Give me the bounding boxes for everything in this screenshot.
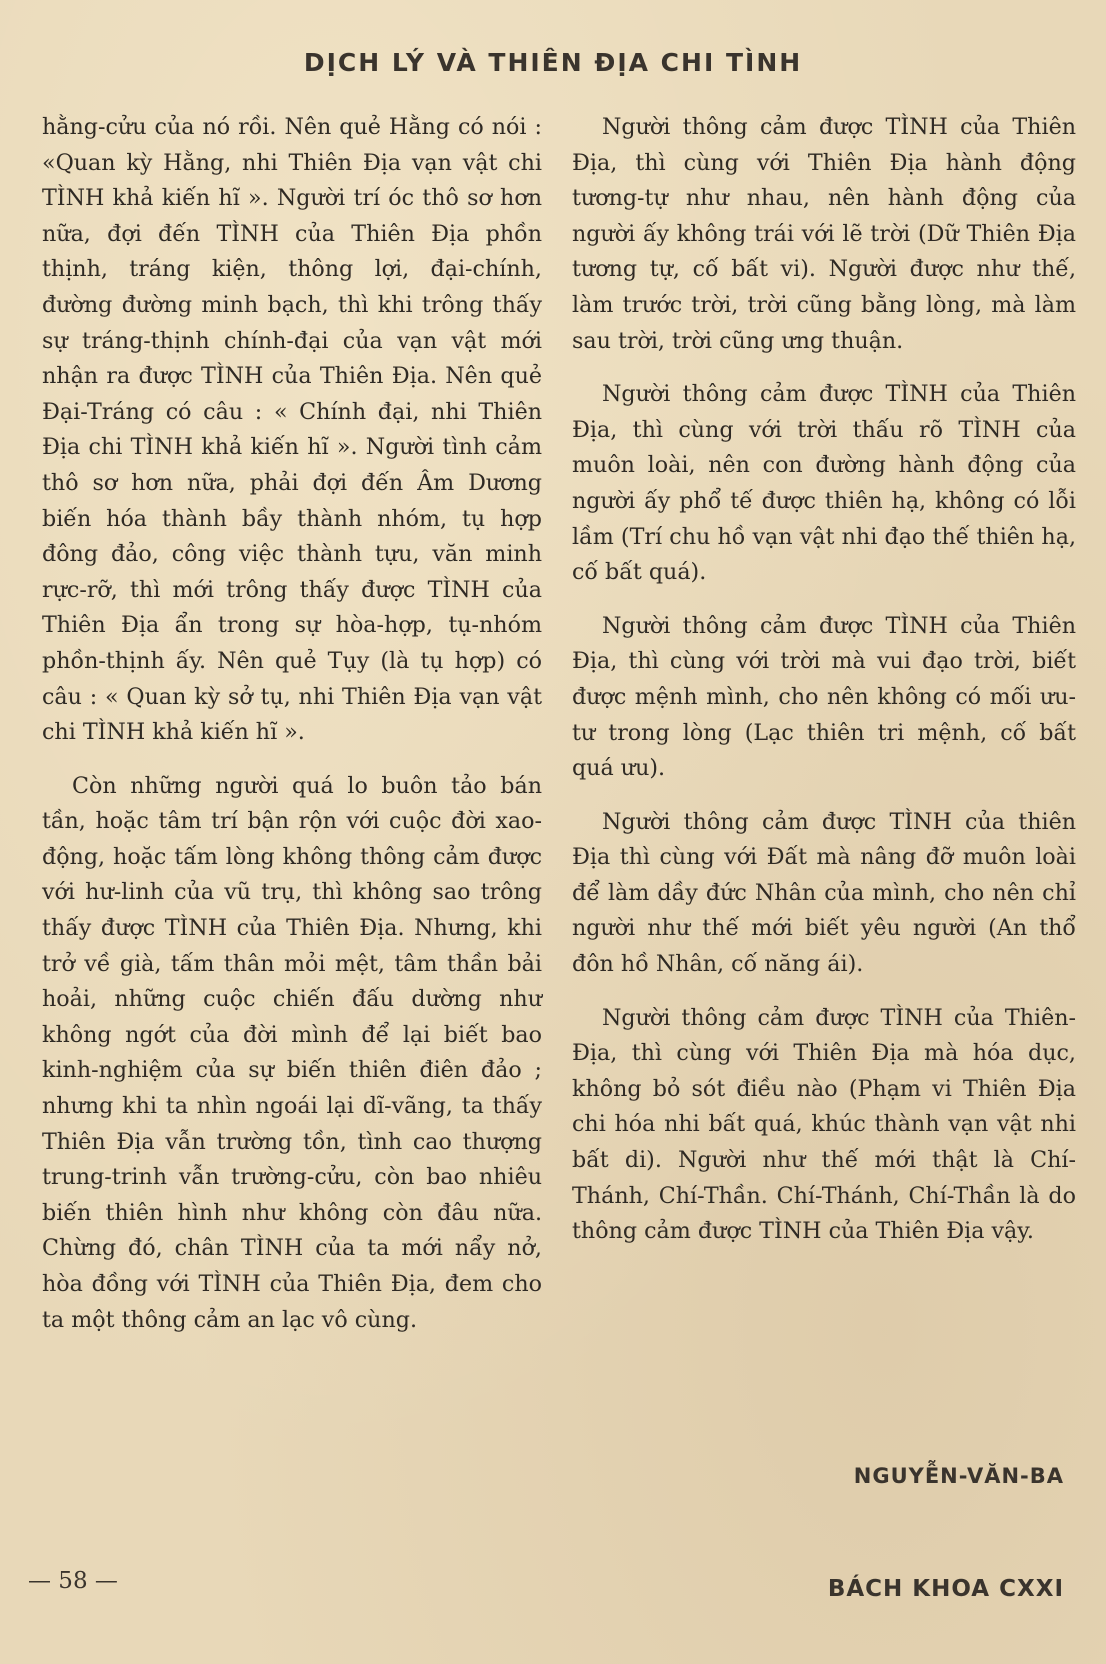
publication-name: BÁCH KHOA CXXI <box>827 1576 1064 1602</box>
paragraph: hằng-cửu của nó rồi. Nên quẻ Hằng có nói : «Quan kỳ Hằng, nhi Thiên Địa vạn vật chi TÌNH khả kiến hĩ ». Người trí óc thô sơ hơn nữa, đợi đến TÌNH của Thiên Địa phồn thịnh, tráng kiện, thông lợi, đại-chính, đường đường minh bạch, thì khi trông thấy sự tráng-thịnh chính-đại của vạn vật mới nhận ra được TÌNH của Thiên Địa. Nên quẻ Đại-Tráng có câu : « Chính đại, nhi Thiên Địa chi TÌNH khả kiến hĩ ». Người tình cảm thô sơ hơn nữa, phải đợi đến Âm Dương biến hóa thành bầy thành nhóm, tụ hợp đông đảo, công việc thành tựu, văn minh rực-rỡ, thì mới trông thấy được TÌNH của Thiên Địa ẩn trong sự hòa-hợp, tụ-nhóm phồn-thịnh ấy. Nên quẻ Tụy (là tụ hợp) có câu : « Quan kỳ sở tụ, nhi Thiên Địa vạn vật chi TÌNH khả kiến hĩ ». <box>42 114 542 746</box>
author-signature: NGUYỄN-VĂN-BA <box>853 1464 1064 1488</box>
paragraph: Còn những người quá lo buôn tảo bán tần, hoặc tâm trí bận rộn với cuộc đời xao-động, hoặc tấm lòng không thông cảm được với hư-linh của vũ trụ, thì không sao trông thấy được TÌNH của Thiên Địa. Nhưng, khi trở về già, tấm thân mỏi mệt, tâm thần bải hoải, những cuộc chiến đấu dường như không ngớt của đời mình để lại biết bao kinh-nghiệm của sự biến thiên điên đảo ; nhưng khi ta nhìn ngoái lại dĩ-vãng, ta thấy Thiên Địa vẫn trường tồn, tình cao thượng trung-trinh vẫn trường-cửu, còn bao nhiêu biến thiên hình như không còn đâu nữa. Chừng đó, chân TÌNH của ta mới nẩy nở, hòa đồng với TÌNH của Thiên Địa, đem cho ta một thông cảm an lạc vô cùng. <box>42 772 542 1333</box>
paragraph: Người thông cảm được TÌNH của Thiên-Địa, thì cùng với Thiên Địa mà hóa dục, không bỏ sót điều nào (Phạm vi Thiên Địa chi hóa nhi bất quá, khúc thành vạn vật nhi bất di). Người như thế mới thật là Chí-Thánh, Chí-Thần. Chí-Thánh, Chí-Thần là do thông cảm được TÌNH của Thiên Địa vậy. <box>572 1004 1076 1245</box>
paragraph: Người thông cảm được TÌNH của thiên Địa thì cùng với Đất mà nâng đỡ muôn loài để làm dầy đức Nhân của mình, cho nên chỉ người như thế mới biết yêu người (An thổ đôn hồ Nhân, cố năng ái). <box>572 808 1076 978</box>
right-column <box>572 110 1076 1250</box>
paragraph: Người thông cảm được TÌNH của Thiên Địa, thì cùng với trời mà vui đạo trời, biết được mệnh mình, cho nên không có mối ưu-tư trong lòng (Lạc thiên tri mệnh, cố bất quá ưu). <box>572 612 1076 782</box>
page-number: — 58 — <box>28 1568 118 1594</box>
paragraph: Người thông cảm được TÌNH của Thiên Địa, thì cùng với Thiên Địa hành động tương-tự như nhau, nên hành động của người ấy không trái với lẽ trời (Dữ Thiên Địa tương tự, cố bất vi). Người được như thế, làm trước trời, trời cũng bằng lòng, mà làm sau trời, trời cũng ưng thuận. <box>572 114 1076 354</box>
left-column <box>42 110 542 1338</box>
paragraph: Người thông cảm được TÌNH của Thiên Địa, thì cùng với trời thấu rõ TÌNH của muôn loài, nên con đường hành động của người ấy phổ tế được thiên hạ, không có lỗi lầm (Trí chu hồ vạn vật nhi đạo thế thiên hạ, cố bất quá). <box>572 381 1076 586</box>
running-title: DỊCH LÝ VÀ THIÊN ĐỊA CHI TÌNH <box>303 48 803 77</box>
